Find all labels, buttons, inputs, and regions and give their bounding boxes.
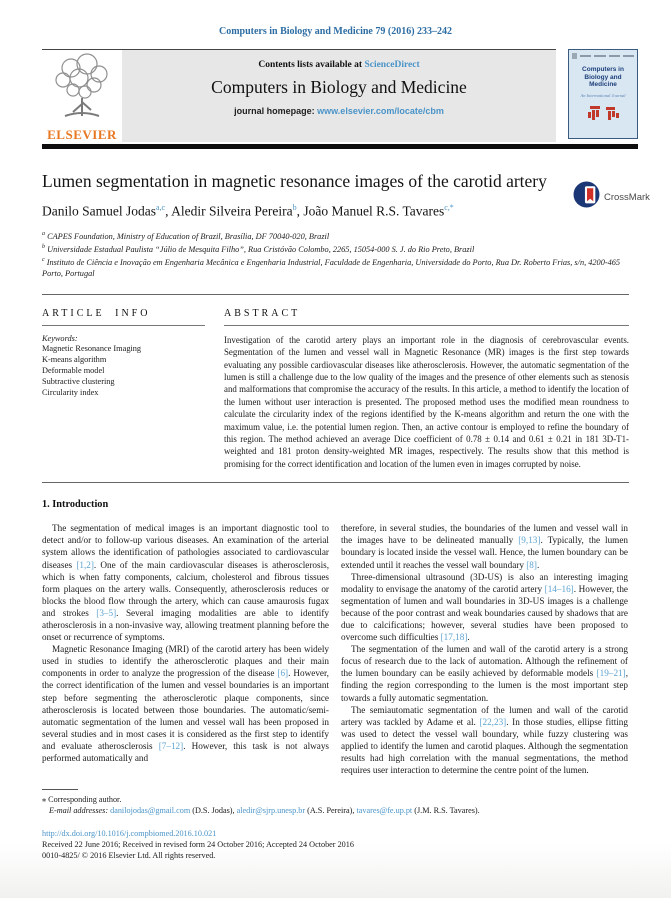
crossmark-badge[interactable]: [573, 181, 650, 213]
corresponding-author-note: ⁎ Corresponding author.: [42, 795, 122, 805]
affiliation: $^a$ CAPES Foundation, Ministry of Education of Brazil, Brasília, DF 70040-020, Brazil: [42, 230, 330, 241]
author-list: Danilo Samuel Jodas$^{a,c}$, Aledir Silveira Pereira$^b$, João Manuel R.S. Tavares$^{c,*}$: [42, 203, 454, 219]
masthead-bottom-bar: [42, 144, 638, 149]
abstract-column: [224, 295, 629, 470]
abstract-heading: ABSTRACT: [224, 307, 301, 319]
keyword-item: K-means algorithm: [42, 354, 107, 364]
body-columns: [42, 522, 629, 776]
divider: [42, 482, 629, 483]
email-label: E-mail addresses:: [49, 805, 111, 815]
author-affiliation-ref[interactable]: a,c: [156, 203, 166, 212]
affiliation: $^c$ Instituto de Ciência e Inovação em Engenharia Mecânica e Engenharia Industrial, Faculdade de Engenharia, Universidade do Porto, Rua Dr. Roberto Frias, s/n, 4200-465 Porto, Portugal: [42, 257, 621, 279]
section-heading-introduction: 1. Introduction: [42, 499, 109, 511]
journal-title: Computers in Biology and Medicine: [211, 77, 467, 97]
keyword-item: Circularity index: [42, 387, 99, 397]
abstract-text: Investigation of the carotid artery plays an important role in the diagnosis of cerebrovascular events. Segmentation of the lumen and vessel wall in Magnetic Resonance (MR) images is the first step towards evaluating any possible cardiovascular diseases like atherosclerosis. However, the automatic segmentation of the lumen is still a challenge due to the low quality of the images and the presence of other elements such as stenosis and malformations that compromise the accuracy of the results. In this article, a method to identify the location of the lumen without user interaction is presented. The proposed method uses the modified mean roundness to calculate the circularity index of the regions identified by the K-means algorithm and return the one with the maximum value, i.e. the potential lumen region. Then, an active contour is employed to refine the boundary of this region. The method achieved an average Dice coefficient of 0.78 ± 0.14 and 0.61 ± 0.21 in 181 3D-T1-weighted and 181 proton density-weighted MR images, respectively. The results show that this method is promising for the correct identification and location of the lumen even in images corrupted by noise.: [224, 334, 629, 469]
journal-citation-header: Computers in Biology and Medicine 79 (2016) 233–242: [218, 26, 453, 37]
received-dates: Received 22 June 2016; Received in revised form 24 October 2016; Accepted 24 October 2016: [42, 840, 354, 850]
homepage-label: journal homepage:: [234, 106, 318, 116]
body-paragraph: Magnetic Resonance Imaging (MRI) of the carotid artery has been widely used in studies to identify the atherosclerotic plaques and their main components in order to analyze the progression of the disease [6]. However, the correct identification of the lumen and vessel boundaries is an important step before segmenting the atherosclerotic plaque components, since atherosclerosis is located between those boundaries. The automatic/semi-automatic segmentation of the lumen and vessel wall has been proposed in several studies and in most cases it is considered as the first step to identify and evaluate atherosclerosis [7–12]. However, this task is not always performed automatically and: [42, 644, 330, 764]
divider: [42, 325, 205, 326]
cover-microtext: [572, 53, 634, 59]
citation-link[interactable]: [7–12]: [158, 740, 184, 751]
citation-link[interactable]: [9,13]: [518, 535, 541, 546]
copyright-line: 0010-4825/ © 2016 Elsevier Ltd. All rights reserved.: [42, 850, 216, 860]
body-paragraph: The segmentation of the lumen and wall of the carotid artery is a strong focus of research due to the lack of automation. Although the refinement of the lumen boundary can be easily achieved by deformable models [19–21], finding the region corresponding to the lumen is the most important step towards a fully automatic segmentation.: [341, 644, 628, 703]
body-column-left: [42, 522, 329, 776]
citation-link[interactable]: [14–16]: [544, 583, 574, 594]
citation-link[interactable]: [3–5]: [96, 607, 117, 618]
email-link[interactable]: aledir@sjrp.unesp.br: [236, 805, 306, 815]
citation-link[interactable]: [1,2]: [76, 559, 94, 570]
elsevier-tree-icon: [49, 111, 115, 128]
cover-journal-title: Computers in Biology and Medicine: [582, 66, 624, 88]
footnote-block: [42, 789, 629, 816]
body-column-right: [341, 522, 628, 776]
author-affiliation-ref[interactable]: b: [292, 203, 297, 212]
homepage-url-link[interactable]: www.elsevier.com/locate/cbm: [317, 106, 444, 116]
journal-masthead: [0, 49, 671, 150]
body-paragraph: The semiautomatic segmentation of the lumen and wall of the carotid artery was tackled by Adame et al. [22,23]. In those studies, ellipse fitting was used to detect the vessel wall boundary, while fuzzy clustering was applied to identify the lumen and carotid plaques. Although the segmentation results had high correlation with the manual segmentations, the method requires user interaction to determine the centre point of the lumen.: [341, 704, 628, 776]
article-info-column: [42, 295, 212, 470]
masthead-banner: [122, 50, 556, 142]
body-paragraph: therefore, in several studies, the boundaries of the lumen and vessel wall in the images have to be delineated manually [9,13]. Typically, the lumen boundary is located inside the vessel wall. Hence, the lumen boundary can be extended until it reaches the vessel wall boundary [8].: [341, 523, 628, 570]
article-title: Lumen segmentation in magnetic resonance images of the carotid artery: [42, 171, 547, 191]
crossmark-icon: [573, 181, 600, 213]
affiliation-list: [42, 229, 629, 280]
author-name: João Manuel R.S. Tavares: [303, 203, 445, 219]
email-addresses-line: [42, 806, 629, 817]
article-info-heading: ARTICLE INFO: [42, 307, 151, 319]
journal-homepage-line: [122, 106, 556, 116]
contents-line: [122, 60, 556, 70]
contents-prefix: Contents lists available at: [258, 60, 365, 70]
crossmark-label: CrossMark: [604, 191, 650, 203]
citation-link[interactable]: [17,18]: [440, 632, 468, 643]
journal-cover-thumbnail[interactable]: [568, 49, 638, 139]
citation-link[interactable]: [6]: [277, 668, 289, 679]
cover-caduceus-icon: [569, 104, 637, 127]
body-paragraph: Three-dimensional ultrasound (3D-US) is also an interesting imaging modality to envisage the anatomy of the carotid artery [14–16]. However, the segmentation of lumen and wall boundaries in 3D-US images is a challenge because of the poor contrast and weak boundaries caused by shadows that are due to calcifications; however, several studies have been proposed to overcome such difficulties [17,18].: [341, 571, 628, 643]
sciencedirect-link[interactable]: ScienceDirect: [364, 60, 420, 70]
keyword-item: Magnetic Resonance Imaging: [42, 343, 142, 353]
citation-link[interactable]: [22,23]: [479, 716, 507, 727]
keyword-item: Deformable model: [42, 365, 105, 375]
citation-link[interactable]: [8]: [526, 559, 537, 570]
footnote-rule: [42, 789, 78, 790]
citation-link[interactable]: [19–21]: [596, 668, 626, 679]
elsevier-wordmark: ELSEVIER: [47, 127, 117, 142]
keywords-label: Keywords:: [42, 333, 78, 343]
author-affiliation-ref[interactable]: c,*: [444, 203, 454, 212]
body-paragraph: The segmentation of medical images is an important diagnostic tool to detect and/or to follow-up various diseases. An examination of the arterial system allows the identification of pathologies associated to cardiovascular diseases [1,2]. One of the main cardiovascular diseases is atherosclerosis, which is when fatty components, calcium, cholesterol and fibrous tissues form plaques on the artery walls. Consequently, atherosclerosis reduces or blocks the blood flow through the artery, which can cause amaurosis fugax and strokes [3–5]. Several imaging modalities are able to identify atherosclerosis in a non-invasive way, allowing treatment planning before the onset or recurrence of symptoms.: [42, 523, 330, 643]
elsevier-logo: [42, 52, 122, 144]
divider: [224, 325, 629, 326]
email-link[interactable]: danilojodas@gmail.com: [110, 805, 191, 815]
affiliation: $^b$ Universidade Estadual Paulista “Júlio de Mesquita Filho”, Rua Cristóvão Colombo, 2265, 15054-000 S. J. do Rio Preto, Brazil: [42, 243, 475, 254]
email-link[interactable]: tavares@fe.up.pt: [356, 805, 413, 815]
keyword-item: Subtractive clustering: [42, 376, 115, 386]
doi-link[interactable]: http://dx.doi.org/10.1016/j.compbiomed.2016.10.021: [42, 829, 217, 839]
email-links: danilojodas@gmail.com (D.S. Jodas), aledir@sjrp.unesp.br (A.S. Pereira), tavares@fe.up.pt (J.M. R.S. Tavares).: [110, 805, 480, 815]
publication-info-block: [42, 829, 629, 861]
author-name: Danilo Samuel Jodas: [42, 203, 156, 219]
info-abstract-section: [42, 295, 629, 470]
keywords-list: [42, 343, 212, 398]
cover-journal-subtitle: An International Journal: [580, 92, 626, 98]
author-name: Aledir Silveira Pereira: [171, 203, 293, 219]
